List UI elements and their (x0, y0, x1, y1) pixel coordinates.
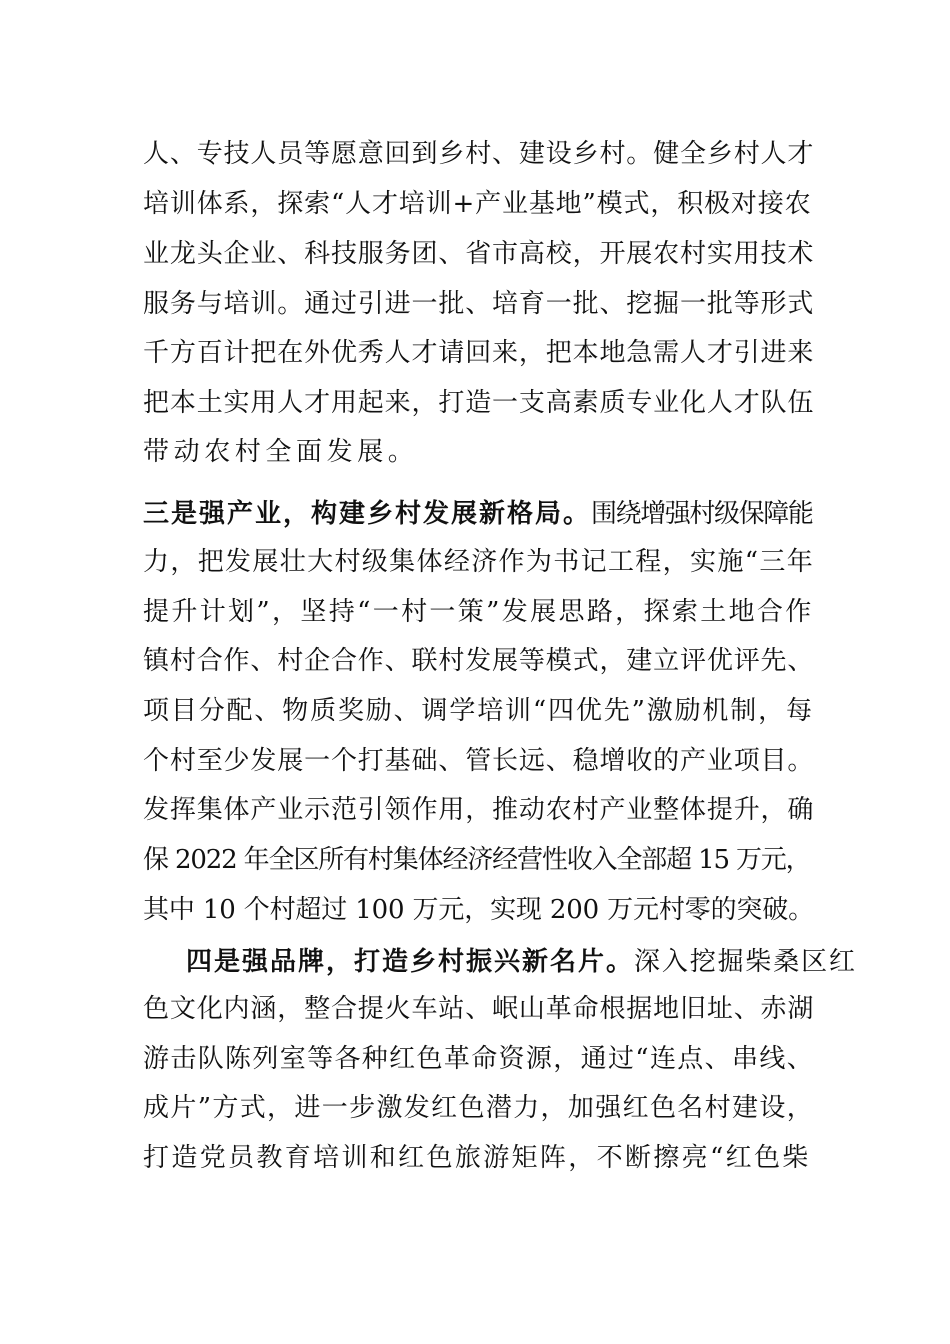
paragraph-1-line-6: 把本土实用人才用起来，打造一支高素质专业化人才队伍 (143, 388, 815, 418)
paragraph-3-heading: 四是强品牌，打造乡村振兴新名片。 (186, 947, 635, 977)
paragraph-2-line-8: 保 2022 年全区所有村集体经济经营性收入全部超 15 万元， (143, 845, 811, 875)
paragraph-2-line-6: 个村至少发展一个打基础、管长远、稳增收的产业项目。 (143, 746, 815, 776)
paragraph-2-line-2: 力，把发展壮大村级集体经济作为书记工程，实施“三年 (143, 547, 815, 577)
paragraph-1-line-5: 千方百计把在外优秀人才请回来，把本地急需人才引进来 (143, 338, 815, 368)
paragraph-3-line-5: 打造党员教育培训和红色旅游矩阵，不断擦亮“红色柴 (143, 1143, 811, 1173)
paragraph-2-line-4: 镇村合作、村企合作、联村发展等模式，建立评优评先、 (143, 646, 815, 676)
paragraph-1-line-2: 培训体系，探索“人才培训+产业基地”模式，积极对接农 (143, 189, 812, 219)
paragraph-1-line-3: 业龙头企业、科技服务团、省市高校，开展农村实用技术 (143, 239, 815, 269)
paragraph-3-line-1 (186, 942, 856, 982)
paragraph-2-line-7: 发挥集体产业示范引领作用，推动农村产业整体提升，确 (143, 795, 815, 825)
paragraph-1-line-7: 带动农村全面发展。 (143, 437, 419, 467)
paragraph-2-first-line-text: 围绕增强村级保障能 (591, 499, 813, 529)
paragraph-2-line-1 (143, 494, 813, 534)
paragraph-3-line-3: 游击队陈列室等各种红色革命资源，通过“连点、串线、 (143, 1044, 815, 1074)
paragraph-2-line-9: 其中 10 个村超过 100 万元，实现 200 万元村零的突破。 (143, 895, 814, 925)
paragraph-3-line-4: 成片”方式，进一步激发红色潜力，加强红色名村建设， (143, 1093, 815, 1123)
paragraph-3-first-line-text: 深入挖掘柴桑区红 (634, 947, 857, 977)
paragraph-1-line-4: 服务与培训。通过引进一批、培育一批、挖掘一批等形式 (143, 289, 815, 319)
paragraph-1-line-1: 人、专技人员等愿意回到乡村、建设乡村。健全乡村人才 (143, 139, 815, 169)
paragraph-3-line-2: 色文化内涵，整合提火车站、岷山革命根据地旧址、赤湖 (143, 994, 815, 1024)
paragraph-2-line-3: 提升计划”，坚持“一村一策”发展思路，探索土地合作 (143, 597, 814, 627)
paragraph-2-line-5: 项目分配、物质奖励、调学培训“四优先”激励机制，每 (143, 696, 814, 726)
paragraph-2-heading: 三是强产业，构建乡村发展新格局。 (143, 499, 592, 529)
